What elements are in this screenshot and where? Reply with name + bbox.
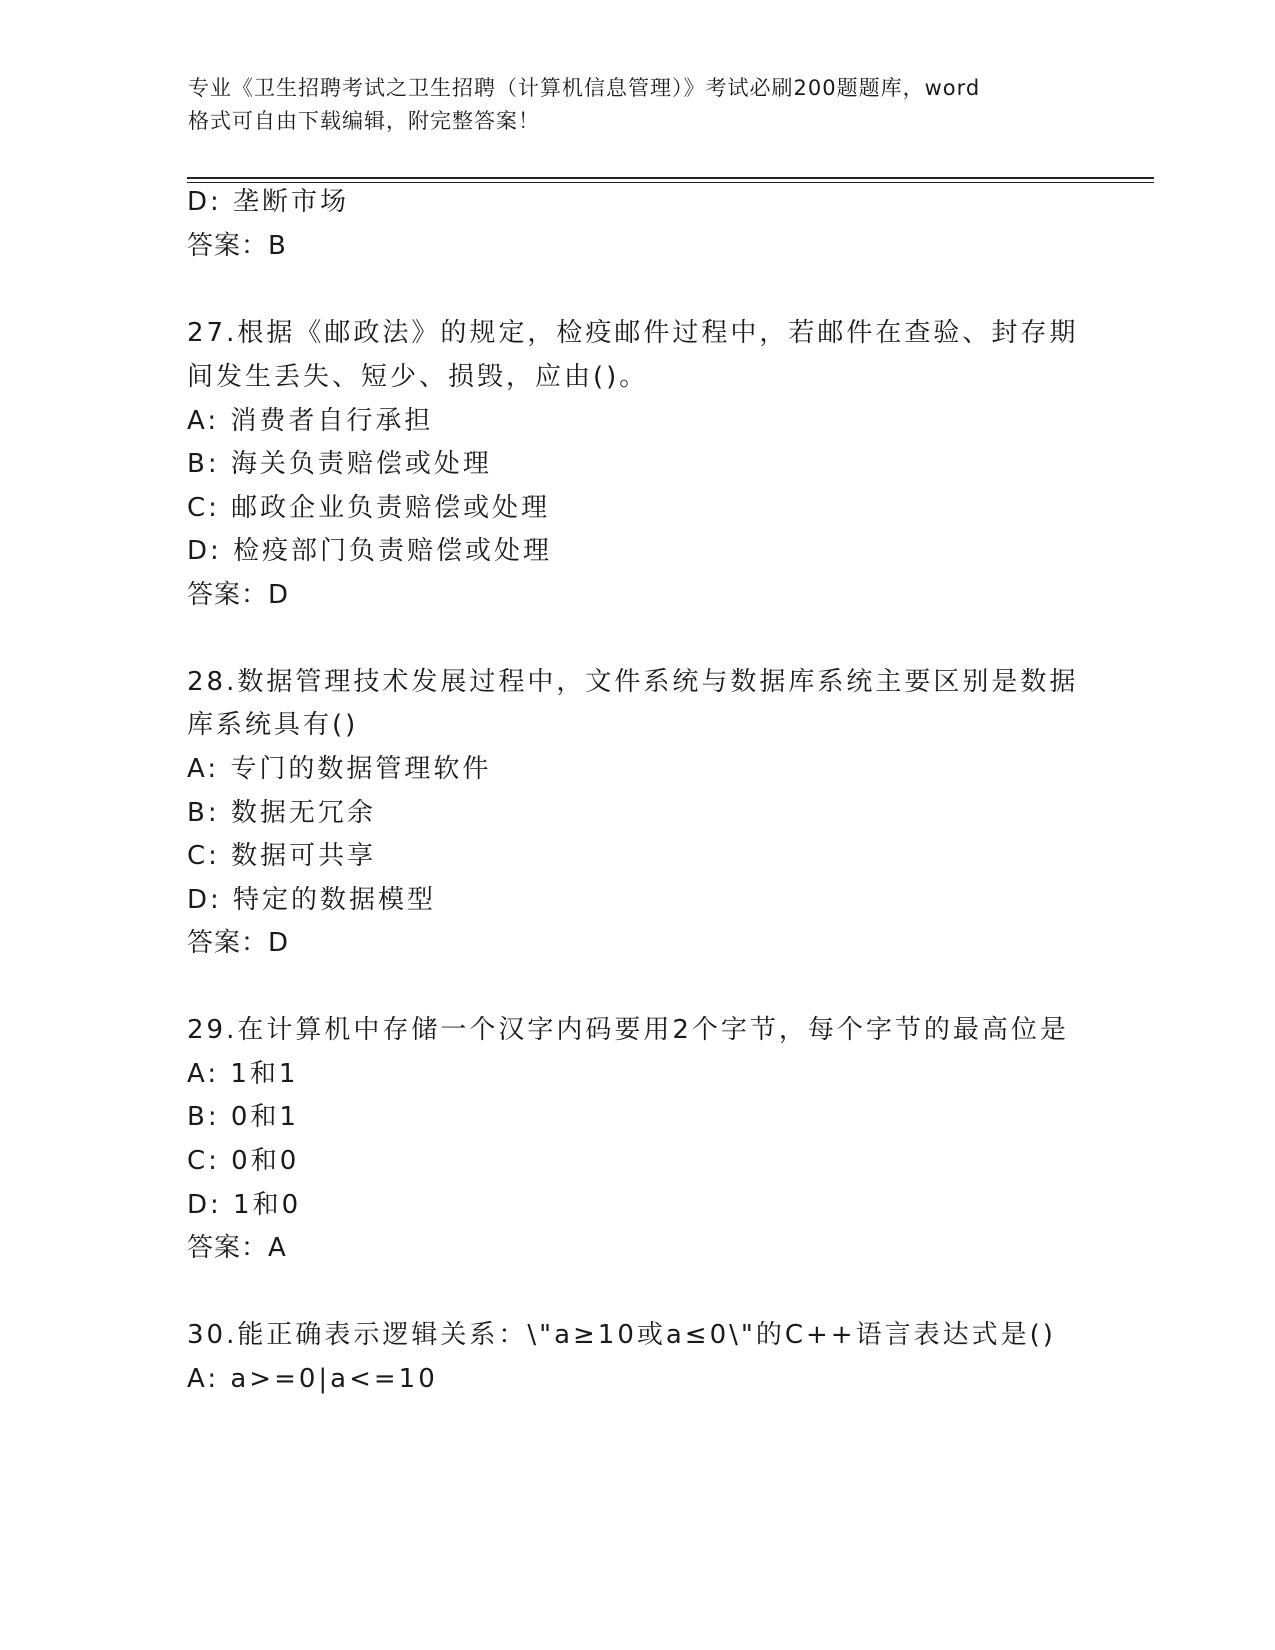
option-d-q28: D: 特定的数据模型: [187, 885, 437, 915]
option-a-q27: A: 消费者自行承担: [187, 406, 434, 436]
option-c-q28: C: 数据可共享: [187, 841, 377, 871]
question-30: 30.能正确表示逻辑关系：\"a≥10或a≤0\"的C++语言表达式是(): [187, 1320, 1056, 1350]
answer-q29: 答案：A: [187, 1233, 287, 1263]
option-a-q28: A: 专门的数据管理软件: [187, 754, 492, 784]
answer-q26: 答案：B: [187, 231, 287, 261]
header-divider-thin: [187, 182, 1154, 183]
option-b-q29: B: 0和1: [187, 1102, 299, 1132]
answer-q28: 答案：D: [187, 928, 290, 958]
document-header: [188, 72, 1088, 138]
header-line-1: 专业《卫生招聘考试之卫生招聘（计算机信息管理）》考试必刷200题题库，word: [188, 76, 981, 100]
answer-q27: 答案：D: [187, 580, 290, 610]
option-d-q29: D: 1和0: [187, 1190, 302, 1220]
question-29: 29.在计算机中存储一个汉字内码要用2个字节，每个字节的最高位是: [187, 1015, 1069, 1045]
option-d-q27: D: 检疫部门负责赔偿或处理: [187, 536, 553, 566]
question-28-line-2: 库系统具有(): [187, 710, 359, 740]
option-a-q29: A: 1和1: [187, 1059, 299, 1089]
option-c-q29: C: 0和0: [187, 1146, 300, 1176]
option-b-q27: B: 海关负责赔偿或处理: [187, 449, 492, 479]
option-a-q30: A: a>=0|a<=10: [187, 1364, 438, 1394]
header-line-2: 格式可自由下载编辑，附完整答案！: [188, 109, 540, 133]
question-27-line-2: 间发生丢失、短少、损毁，应由()。: [187, 362, 649, 392]
option-b-q28: B: 数据无冗余: [187, 798, 376, 828]
question-27-line-1: 27.根据《邮政法》的规定，检疫邮件过程中，若邮件在查验、封存期: [187, 318, 1079, 348]
option-d-q26: D: 垄断市场: [187, 187, 350, 217]
question-28-line-1: 28.数据管理技术发展过程中，文件系统与数据库系统主要区别是数据: [187, 667, 1079, 697]
header-divider-thick: [187, 177, 1154, 179]
option-c-q27: C: 邮政企业负责赔偿或处理: [187, 493, 551, 523]
